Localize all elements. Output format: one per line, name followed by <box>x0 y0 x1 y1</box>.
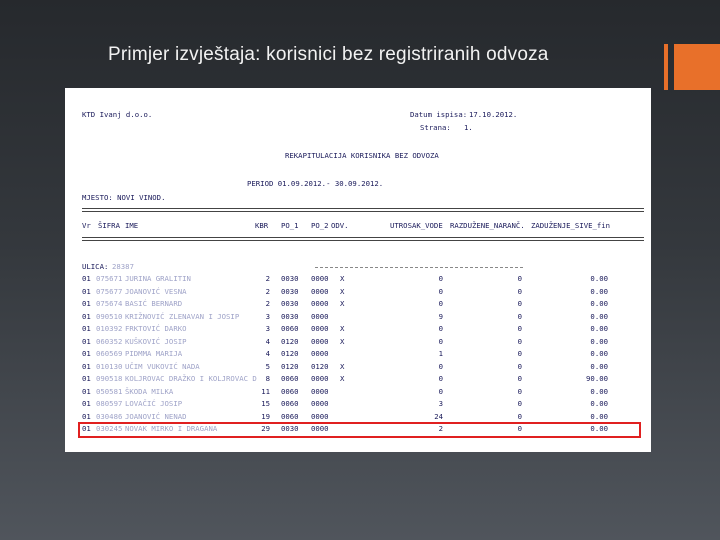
cell-sifra: 010392 <box>96 324 123 333</box>
cell-po1: 0030 <box>281 311 299 321</box>
cell-po1: 0030 <box>281 286 299 296</box>
cell-po2: 0000 <box>311 424 329 433</box>
cell-kbr: 11 <box>261 386 270 396</box>
cell-odv: X <box>340 299 345 308</box>
cell-po1: 0060 <box>281 399 299 408</box>
cell-po2: 0000 <box>311 336 329 346</box>
cell-zaduzenje: 0.00 <box>590 311 608 321</box>
cell-vr: 01 <box>82 424 91 433</box>
page-number: 1. <box>464 123 473 132</box>
cell-sifra: 080597 <box>96 399 123 408</box>
cell-razduzene: 0 <box>517 349 522 358</box>
cell-odv: X <box>340 361 345 371</box>
cell-po2: 0000 <box>311 274 329 283</box>
cell-utrosak: 0 <box>438 324 443 333</box>
cell-po1: 0060 <box>281 324 299 333</box>
street-label: ULICA: <box>82 262 109 271</box>
report-period: PERIOD 01.09.2012.- 30.09.2012. <box>247 179 384 188</box>
cell-ime: KUŠKOVIĆ JOSIP <box>125 336 187 346</box>
cell-po2: 0000 <box>311 324 329 333</box>
cell-razduzene: 0 <box>517 386 522 396</box>
report-image <box>65 88 651 452</box>
cell-utrosak: 1 <box>438 349 443 358</box>
page-label: Strana: <box>420 123 451 132</box>
cell-zaduzenje: 0.00 <box>590 336 608 346</box>
cell-vr: 01 <box>82 324 91 333</box>
cell-vr: 01 <box>82 361 91 371</box>
col-kbr: KBR <box>255 221 269 230</box>
cell-zaduzenje: 0.00 <box>590 386 608 396</box>
col-utrosak: UTROSAK_VODE <box>390 221 443 230</box>
cell-zaduzenje: 0.00 <box>590 274 608 283</box>
report-place: MJESTO: NOVI VINOD. <box>82 193 166 202</box>
cell-kbr: 29 <box>261 424 270 433</box>
cell-po2: 0000 <box>311 311 329 321</box>
cell-utrosak: 0 <box>438 386 443 396</box>
cell-utrosak: 9 <box>438 311 443 321</box>
cell-kbr: 2 <box>265 299 270 308</box>
cell-razduzene: 0 <box>517 299 522 308</box>
cell-vr: 01 <box>82 349 91 358</box>
cell-po1: 0120 <box>281 336 299 346</box>
cell-odv: X <box>340 336 345 346</box>
cell-utrosak: 0 <box>438 286 443 296</box>
cell-kbr: 3 <box>265 311 270 321</box>
cell-ime: PIDMMA MARIJA <box>125 349 183 358</box>
print-date: 17.10.2012. <box>469 110 518 119</box>
cell-ime: BASIĆ BERNARD <box>125 299 183 308</box>
cell-utrosak: 0 <box>438 274 443 283</box>
cell-utrosak: 0 <box>438 361 443 371</box>
cell-ime: KOLJROVAC DRAŽKO I KOLJROVAC D <box>125 374 257 383</box>
cell-razduzene: 0 <box>517 286 522 296</box>
cell-ime: UČIM VUKOVIĆ NADA <box>125 361 200 371</box>
cell-vr: 01 <box>82 374 91 383</box>
print-date-label: Datum ispisa: <box>410 110 468 119</box>
cell-zaduzenje: 0.00 <box>590 299 608 308</box>
cell-ime: KRIŽNOVIĆ ZLENAVAN I JOSIP <box>125 311 240 321</box>
cell-po2: 0000 <box>311 299 329 308</box>
divider-header-2 <box>82 240 644 241</box>
cell-razduzene: 0 <box>517 399 522 408</box>
cell-kbr: 5 <box>265 361 270 371</box>
cell-vr: 01 <box>82 286 91 296</box>
cell-razduzene: 0 <box>517 374 522 383</box>
cell-ime: FRKTOVIĆ DARKO <box>125 324 187 333</box>
cell-odv: X <box>340 286 345 296</box>
cell-utrosak: 0 <box>438 336 443 346</box>
col-razduzene: RAZDUŽENE_NARANČ. <box>450 221 525 230</box>
cell-odv: X <box>340 324 345 333</box>
cell-zaduzenje: 0.00 <box>590 349 608 358</box>
cell-po1: 0030 <box>281 299 299 308</box>
cell-vr: 01 <box>82 386 91 396</box>
cell-po2: 0000 <box>311 411 329 421</box>
cell-po2: 0000 <box>311 286 329 296</box>
cell-sifra: 050581 <box>96 386 123 396</box>
cell-po2: 0120 <box>311 361 329 371</box>
cell-po1: 0120 <box>281 361 299 371</box>
street-code: 28387 <box>112 262 134 271</box>
col-odv: ODV. <box>331 221 349 230</box>
cell-sifra: 060352 <box>96 336 123 346</box>
cell-vr: 01 <box>82 411 91 421</box>
cell-sifra: 010130 <box>96 361 123 371</box>
cell-sifra: 075674 <box>96 299 123 308</box>
cell-sifra: 090518 <box>96 374 123 383</box>
cell-po2: 0000 <box>311 349 329 358</box>
cell-zaduzenje: 0.00 <box>590 361 608 371</box>
cell-utrosak: 24 <box>434 411 443 421</box>
cell-po1: 0060 <box>281 374 299 383</box>
cell-po1: 0030 <box>281 424 299 433</box>
cell-razduzene: 0 <box>517 336 522 346</box>
cell-vr: 01 <box>82 399 91 408</box>
cell-kbr: 2 <box>265 274 270 283</box>
cell-zaduzenje: 0.00 <box>590 399 608 408</box>
cell-odv: X <box>340 274 345 283</box>
cell-vr: 01 <box>82 274 91 283</box>
cell-sifra: 090510 <box>96 311 123 321</box>
cell-razduzene: 0 <box>517 324 522 333</box>
cell-po2: 0000 <box>311 399 329 408</box>
cell-razduzene: 0 <box>517 411 522 421</box>
cell-kbr: 8 <box>265 374 270 383</box>
accent-square <box>674 44 720 90</box>
cell-kbr: 4 <box>265 336 270 346</box>
cell-utrosak: 2 <box>438 424 443 433</box>
cell-zaduzenje: 0.00 <box>590 411 608 421</box>
cell-vr: 01 <box>82 336 91 346</box>
cell-razduzene: 0 <box>517 274 522 283</box>
cell-utrosak: 3 <box>438 399 443 408</box>
dashed-divider <box>315 267 523 268</box>
cell-po2: 0000 <box>311 374 329 383</box>
cell-zaduzenje: 90.00 <box>586 374 608 383</box>
cell-ime: NOVAK MIRKO I DRAGANA <box>125 424 218 433</box>
cell-zaduzenje: 0.00 <box>590 286 608 296</box>
cell-kbr: 19 <box>261 411 270 421</box>
accent-bar <box>664 44 668 90</box>
cell-zaduzenje: 0.00 <box>590 324 608 333</box>
col-ime: IME <box>125 221 139 230</box>
cell-kbr: 15 <box>261 399 270 408</box>
cell-ime: ŠKODA MILKA <box>125 386 174 396</box>
cell-ime: JURINA GRALITIN <box>125 274 191 283</box>
cell-utrosak: 0 <box>438 299 443 308</box>
cell-sifra: 075677 <box>96 286 123 296</box>
cell-razduzene: 0 <box>517 424 522 433</box>
cell-zaduzenje: 0.00 <box>590 424 608 433</box>
highlighted-row-box <box>78 422 641 438</box>
cell-razduzene: 0 <box>517 361 522 371</box>
col-po2: PO_2 <box>311 221 329 230</box>
divider-top <box>82 208 644 209</box>
cell-utrosak: 0 <box>438 374 443 383</box>
cell-ime: JOANOVIĆ VESNA <box>125 286 187 296</box>
cell-sifra: 030486 <box>96 411 123 421</box>
cell-sifra: 060569 <box>96 349 123 358</box>
cell-sifra: 030245 <box>96 424 123 433</box>
col-sifra: ŠIFRA <box>98 221 120 230</box>
cell-kbr: 3 <box>265 324 270 333</box>
col-vr: Vr <box>82 221 91 230</box>
cell-kbr: 2 <box>265 286 270 296</box>
cell-po1: 0030 <box>281 274 299 283</box>
cell-vr: 01 <box>82 311 91 321</box>
cell-ime: LOVAČIĆ JOSIP <box>125 399 183 408</box>
divider-header <box>82 237 644 238</box>
slide-title: Primjer izvještaja: korisnici bez registriranih odvoza <box>108 44 549 65</box>
cell-po1: 0060 <box>281 386 299 396</box>
cell-odv: X <box>340 374 345 383</box>
cell-po1: 0120 <box>281 349 299 358</box>
report-heading: REKAPITULACIJA KORISNIKA BEZ ODVOZA <box>285 151 439 160</box>
col-po1: PO_1 <box>281 221 299 230</box>
cell-kbr: 4 <box>265 349 270 358</box>
cell-sifra: 075671 <box>96 274 123 283</box>
report-company: KTD Ivanj d.o.o. <box>82 110 153 119</box>
cell-po2: 0000 <box>311 386 329 396</box>
cell-ime: JOANOVIĆ NENAD <box>125 411 187 421</box>
col-zaduzenje: ZADUŽENJE_SIVE_fin <box>531 221 611 230</box>
cell-po1: 0060 <box>281 411 299 421</box>
cell-razduzene: 0 <box>517 311 522 321</box>
cell-vr: 01 <box>82 299 91 308</box>
divider-top-2 <box>82 211 644 212</box>
